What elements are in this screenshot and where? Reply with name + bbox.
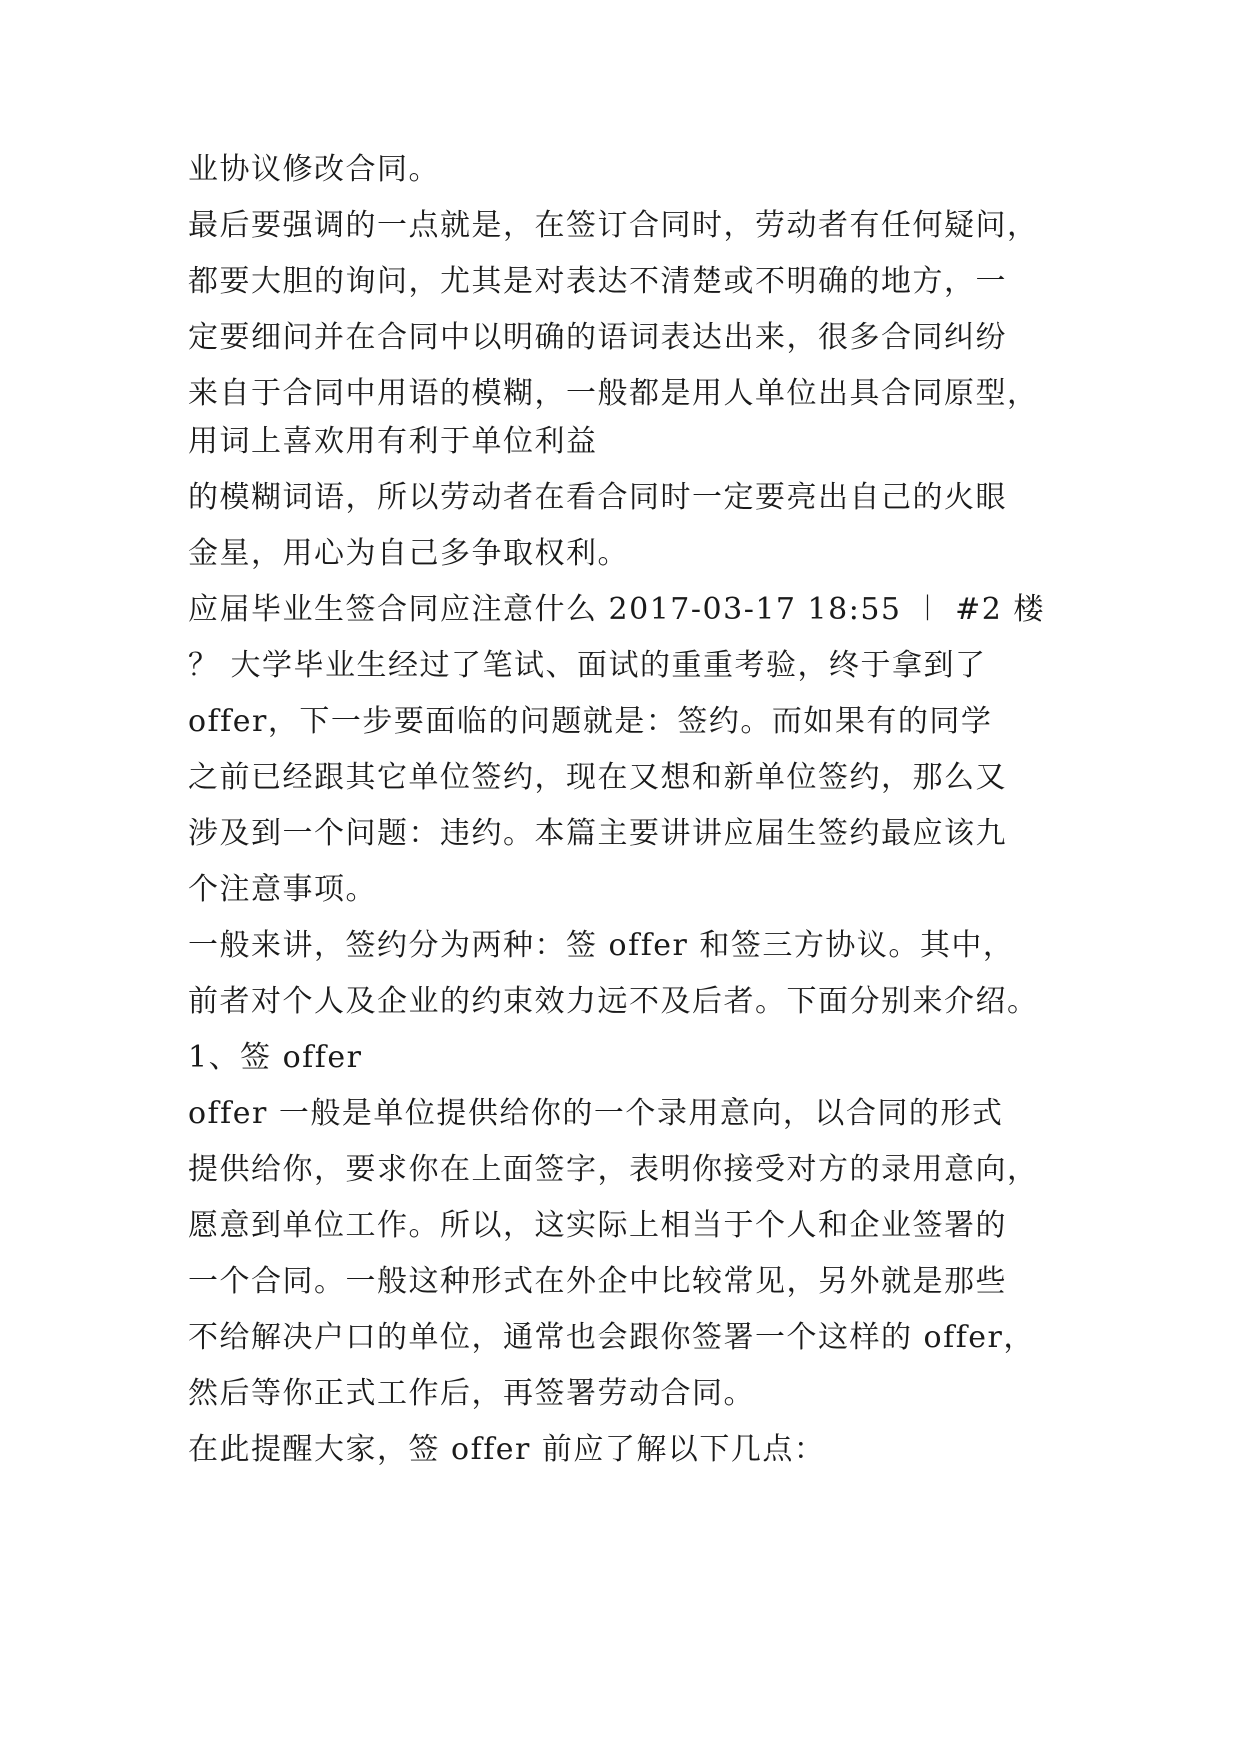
- text-line: 用词上喜欢用有利于单位利益: [188, 424, 598, 459]
- text-line: 一般来讲，签约分为两种：签 offer 和签三方协议。其中，: [188, 928, 1015, 963]
- text-line: 的模糊词语，所以劳动者在看合同时一定要亮出自己的火眼: [188, 480, 1007, 515]
- text-line: offer 一般是单位提供给你的一个录用意向，以合同的形式: [188, 1096, 1004, 1131]
- text-line: 之前已经跟其它单位签约，现在又想和新单位签约，那么又: [188, 760, 1007, 795]
- text-line: 都要大胆的询问，尤其是对表达不清楚或不明确的地方，一: [188, 264, 1007, 299]
- text-line: 金星，用心为自己多争取权利。: [188, 536, 629, 571]
- post-header: 应届毕业生签合同应注意什么 2017-03-17 18:55 ︱ #2 楼: [188, 592, 1045, 627]
- text-line: 个注意事项。: [188, 872, 377, 907]
- text-line: 然后等你正式工作后，再签署劳动合同。: [188, 1376, 755, 1411]
- text-line: 提供给你，要求你在上面签字，表明你接受对方的录用意向，: [188, 1152, 1039, 1187]
- text-line: 不给解决户口的单位，通常也会跟你签署一个这样的 offer，: [188, 1320, 1035, 1355]
- text-line: 涉及到一个问题：违约。本篇主要讲讲应届生签约最应该九: [188, 816, 1007, 851]
- text-line: 愿意到单位工作。所以，这实际上相当于个人和企业签署的: [188, 1208, 1007, 1243]
- text-line: 在此提醒大家，签 offer 前应了解以下几点：: [188, 1432, 826, 1467]
- text-line: 一个合同。一般这种形式在外企中比较常见，另外就是那些: [188, 1264, 1007, 1299]
- text-line: 前者对个人及企业的约束效力远不及后者。下面分别来介绍。: [188, 984, 1039, 1019]
- text-line: 定要细问并在合同中以明确的语词表达出来，很多合同纠纷: [188, 320, 1007, 355]
- text-line: 最后要强调的一点就是，在签订合同时，劳动者有任何疑问，: [188, 208, 1039, 243]
- text-line: offer，下一步要面临的问题就是：签约。而如果有的同学: [188, 704, 993, 739]
- text-line: ？ 大学毕业生经过了笔试、面试的重重考验，终于拿到了: [188, 648, 987, 683]
- text-line: 业协议修改合同。: [188, 152, 440, 187]
- text-line: 来自于合同中用语的模糊，一般都是用人单位出具合同原型，: [188, 376, 1039, 411]
- section-heading: 1、签 offer: [188, 1040, 363, 1075]
